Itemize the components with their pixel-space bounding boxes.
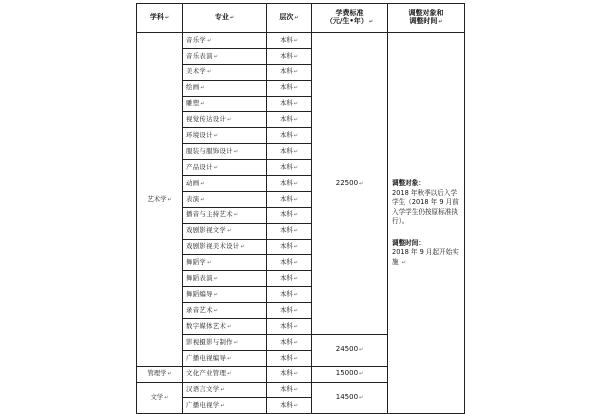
- cell-end-mark: ↵: [293, 244, 298, 251]
- major-cell: 广播电视学↵: [183, 398, 267, 414]
- cell-end-mark: ↵: [213, 133, 219, 140]
- major-cell: 音乐学↵: [183, 33, 267, 49]
- level-cell: 本科↵: [267, 255, 312, 271]
- fee-adjustment-table: [136, 3, 465, 414]
- major-cell: 舞蹈学↵: [183, 255, 267, 271]
- cell-end-mark: ↵: [293, 260, 298, 267]
- level-cell: 本科↵: [267, 334, 312, 350]
- subject-cell-literature: 文学↵: [137, 382, 183, 414]
- cell-end-mark: ↵: [213, 53, 219, 60]
- cell-end-mark: ↵: [293, 323, 298, 330]
- level-cell: 本科↵: [267, 319, 312, 335]
- major-cell: 戏剧影视文学↵: [183, 223, 267, 239]
- note-time-heading: 调整时间：: [392, 238, 425, 247]
- cell-end-mark: ↵: [293, 276, 298, 283]
- fee-cell-art-film: 24500↵: [312, 334, 388, 366]
- fee-cell-literature: 14500↵: [312, 382, 388, 414]
- header-major: 专业↵: [183, 4, 267, 33]
- cell-end-mark: ↵: [438, 19, 443, 25]
- level-cell: 本科↵: [267, 239, 312, 255]
- cell-end-mark: ↵: [294, 15, 299, 22]
- cell-end-mark: ↵: [293, 355, 298, 362]
- cell-end-mark: ↵: [167, 196, 172, 203]
- note-time-text: 2018 年 9 月起开始实施: [392, 248, 459, 266]
- cell-end-mark: ↵: [233, 148, 239, 155]
- cell-end-mark: ↵: [229, 15, 235, 22]
- major-cell: 播音与主持艺术↵: [183, 207, 267, 223]
- level-cell: 本科↵: [267, 144, 312, 160]
- cell-end-mark: ↵: [227, 228, 232, 235]
- cell-end-mark: ↵: [359, 395, 364, 402]
- level-cell: 本科↵: [267, 160, 312, 176]
- cell-end-mark: ↵: [213, 291, 219, 298]
- major-cell: 雕塑↵: [183, 96, 267, 112]
- cell-end-mark: ↵: [293, 180, 298, 187]
- level-cell: 本科↵: [267, 398, 312, 414]
- header-row: [137, 4, 465, 33]
- level-cell: 本科↵: [267, 33, 312, 49]
- level-cell: 本科↵: [267, 207, 312, 223]
- cell-end-mark: ↵: [368, 19, 374, 25]
- level-cell: 本科↵: [267, 303, 312, 319]
- cell-end-mark: ↵: [293, 212, 298, 219]
- header-note: 调整对象和 调整时间↵: [388, 4, 465, 33]
- major-cell: 音乐表演↵: [183, 48, 267, 64]
- level-cell: 本科↵: [267, 350, 312, 366]
- cell-end-mark: ↵: [200, 180, 205, 187]
- major-cell: 视觉传达设计↵: [183, 112, 267, 128]
- fee-cell-art-main: 22500↵: [312, 33, 388, 335]
- cell-end-mark: ↵: [207, 37, 212, 44]
- cell-end-mark: ↵: [164, 395, 169, 402]
- cell-end-mark: ↵: [293, 196, 298, 203]
- cell-end-mark: ↵: [164, 15, 170, 22]
- cell-end-mark: ↵: [293, 339, 298, 346]
- cell-end-mark: ↵: [213, 276, 219, 283]
- level-cell: 本科↵: [267, 382, 312, 398]
- header-subject: 学科↵: [137, 4, 183, 33]
- header-level: 层次↵: [267, 4, 312, 33]
- cell-end-mark: ↵: [401, 259, 406, 266]
- level-cell: 本科↵: [267, 80, 312, 96]
- subject-cell-art: 艺术学↵: [137, 33, 183, 367]
- cell-end-mark: ↵: [293, 403, 298, 410]
- cell-end-mark: ↵: [213, 307, 219, 314]
- major-cell: 录音艺术↵: [183, 303, 267, 319]
- cell-end-mark: ↵: [227, 117, 232, 124]
- cell-end-mark: ↵: [293, 291, 298, 298]
- header-fee: 学费标准 （元/生•年）↵: [312, 4, 388, 33]
- cell-end-mark: ↵: [167, 371, 172, 378]
- level-cell: 本科↵: [267, 191, 312, 207]
- major-cell: 舞蹈编导↵: [183, 287, 267, 303]
- major-cell: 广播电视编导↵: [183, 350, 267, 366]
- cell-end-mark: ↵: [227, 371, 232, 378]
- cell-end-mark: ↵: [359, 371, 364, 378]
- major-cell: 舞蹈表演↵: [183, 271, 267, 287]
- cell-end-mark: ↵: [293, 69, 298, 76]
- level-cell: 本科↵: [267, 176, 312, 192]
- major-cell: 动画↵: [183, 176, 267, 192]
- level-cell: 本科↵: [267, 223, 312, 239]
- cell-end-mark: ↵: [233, 212, 239, 219]
- cell-end-mark: ↵: [220, 387, 225, 394]
- cell-end-mark: ↵: [293, 53, 298, 60]
- cell-end-mark: ↵: [359, 180, 364, 187]
- cell-end-mark: ↵: [293, 37, 298, 44]
- cell-end-mark: ↵: [293, 117, 298, 124]
- cell-end-mark: ↵: [207, 260, 212, 267]
- cell-end-mark: ↵: [213, 164, 219, 171]
- level-cell: 本科↵: [267, 96, 312, 112]
- major-cell: 数字媒体艺术↵: [183, 319, 267, 335]
- major-cell: 汉语言文学↵: [183, 382, 267, 398]
- level-cell: 本科↵: [267, 287, 312, 303]
- major-cell: 绘画↵: [183, 80, 267, 96]
- cell-end-mark: ↵: [293, 148, 298, 155]
- note-target-heading: 调整对象：: [392, 179, 425, 187]
- fee-cell-management: 15000↵: [312, 366, 388, 382]
- cell-end-mark: ↵: [293, 371, 298, 378]
- cell-end-mark: ↵: [293, 164, 298, 171]
- level-cell: 本科↵: [267, 366, 312, 382]
- cell-end-mark: ↵: [359, 347, 364, 354]
- major-cell: 美术学↵: [183, 64, 267, 80]
- note-cell: [388, 33, 465, 414]
- major-cell: 文化产业管理↵: [183, 366, 267, 382]
- major-cell: 环境设计↵: [183, 128, 267, 144]
- cell-end-mark: ↵: [240, 244, 246, 251]
- major-cell: 影视摄影与制作↵: [183, 334, 267, 350]
- fee-adjustment-table-wrapper: [136, 3, 464, 410]
- major-cell: 表演↵: [183, 191, 267, 207]
- cell-end-mark: ↵: [233, 339, 239, 346]
- cell-end-mark: ↵: [227, 323, 232, 330]
- cell-end-mark: ↵: [207, 69, 212, 76]
- cell-end-mark: ↵: [293, 228, 298, 235]
- cell-end-mark: ↵: [293, 133, 298, 140]
- cell-end-mark: ↵: [200, 196, 205, 203]
- cell-end-mark: ↵: [293, 85, 298, 92]
- cell-end-mark: ↵: [293, 387, 298, 394]
- level-cell: 本科↵: [267, 64, 312, 80]
- major-cell: 产品设计↵: [183, 160, 267, 176]
- cell-end-mark: ↵: [293, 101, 298, 108]
- cell-end-mark: ↵: [200, 101, 205, 108]
- cell-end-mark: ↵: [220, 403, 225, 410]
- level-cell: 本科↵: [267, 128, 312, 144]
- note-target-text: 2018 年秋季以后入学学生（2018 年 9 月前入学学生仍按原标准执行）。: [392, 188, 459, 226]
- level-cell: 本科↵: [267, 112, 312, 128]
- major-cell: 服装与服饰设计↵: [183, 144, 267, 160]
- level-cell: 本科↵: [267, 271, 312, 287]
- subject-cell-management: 管理学↵: [137, 366, 183, 382]
- cell-end-mark: ↵: [293, 307, 298, 314]
- cell-end-mark: ↵: [227, 355, 232, 362]
- major-cell: 戏剧影视美术设计↵: [183, 239, 267, 255]
- level-cell: 本科↵: [267, 48, 312, 64]
- cell-end-mark: ↵: [200, 85, 205, 92]
- table-row: [137, 33, 465, 49]
